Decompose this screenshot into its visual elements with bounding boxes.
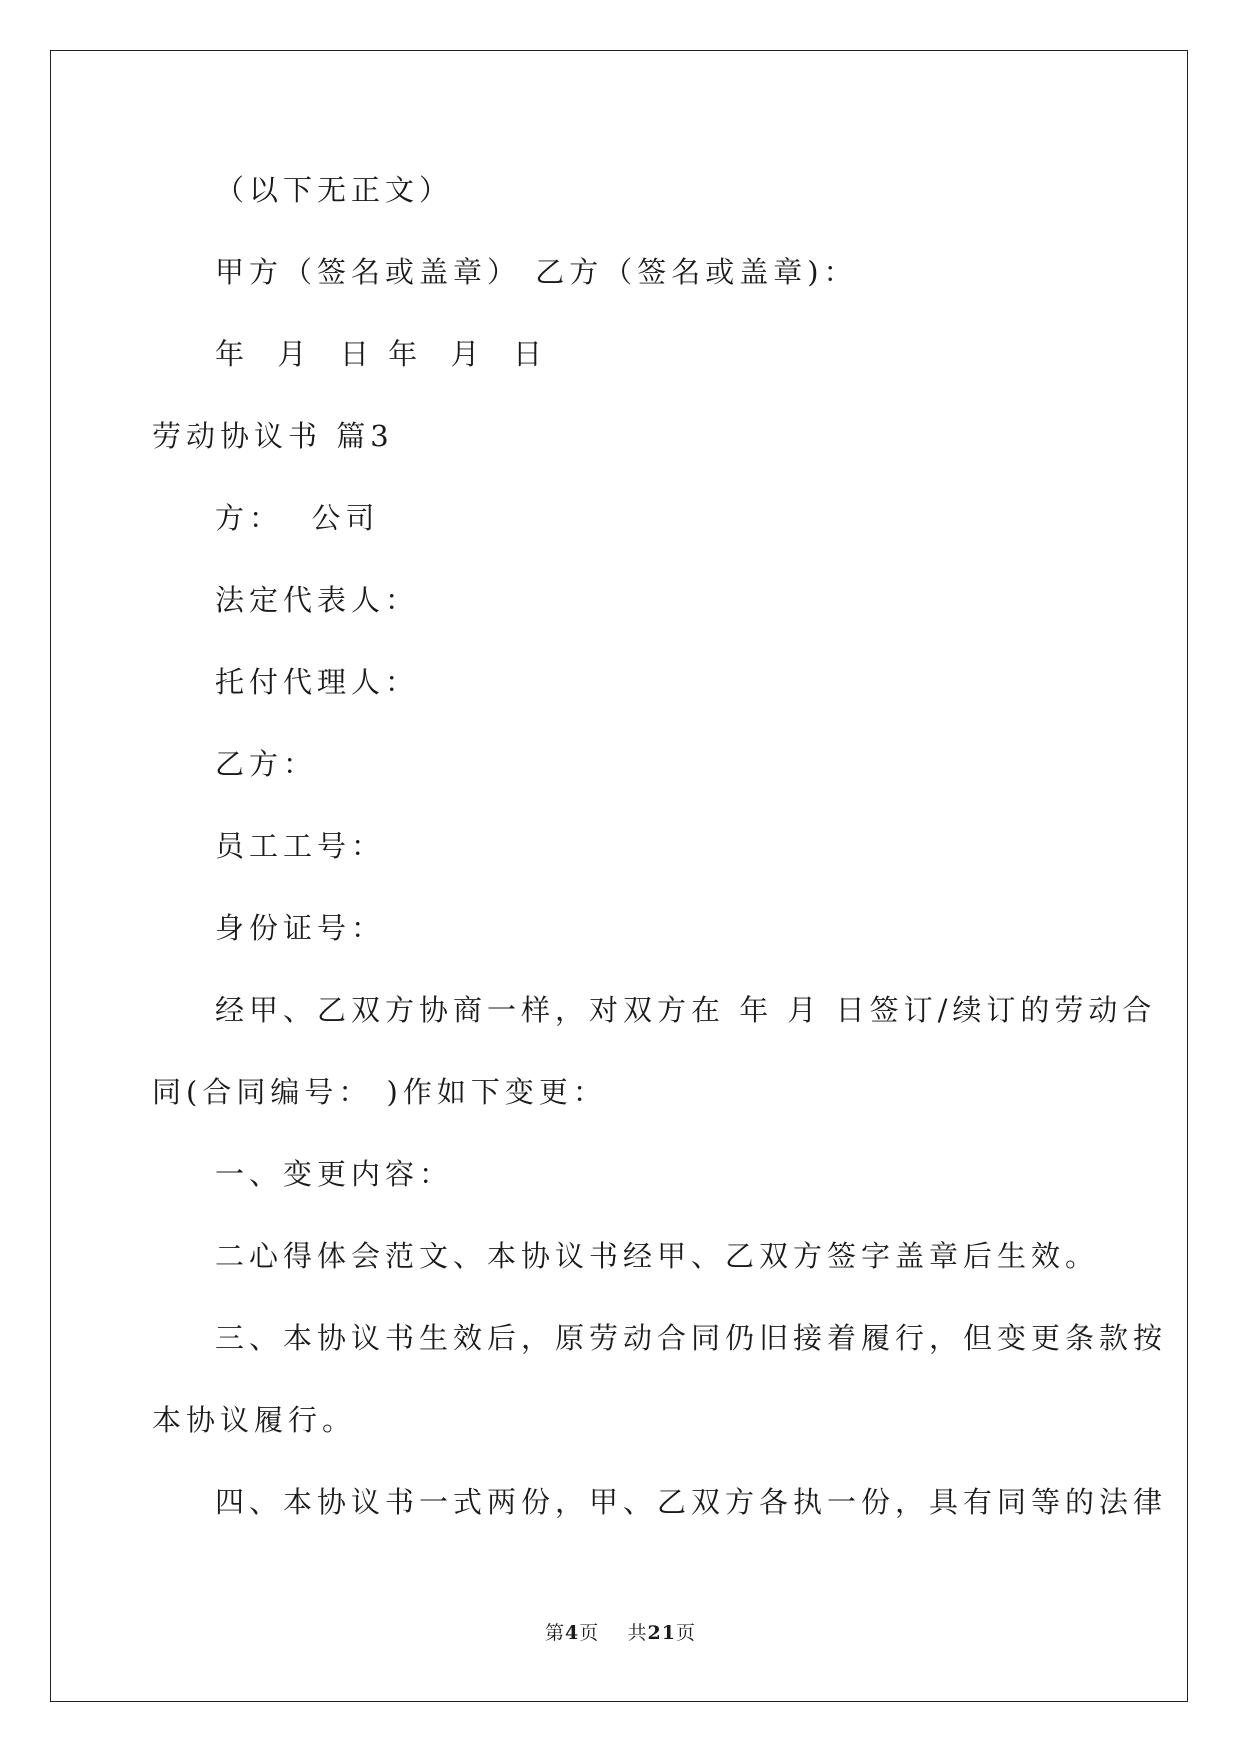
clause-3-line-2: 本协议履行。: [152, 1403, 357, 1437]
clause-2: 二心得体会范文、本协议书经甲、乙双方签字盖章后生效。: [215, 1239, 1100, 1273]
authorized-agent-line: 托付代理人：: [215, 665, 420, 699]
party-a-line: 方： 公司: [215, 501, 380, 535]
no-further-text-note: （以下无正文）: [215, 173, 454, 207]
page-prefix: 第: [545, 1622, 566, 1644]
clause-1: 一、变更内容：: [215, 1157, 454, 1191]
page-number: 4: [565, 1622, 580, 1644]
date-line: 年 月 日 年 月 日: [215, 337, 547, 371]
agreement-paragraph-line-1: 经甲、乙双方协商一样，对双方在 年 月 日签订/续订的劳动合: [215, 993, 1157, 1027]
party-b-line: 乙方：: [215, 747, 318, 781]
clause-3-line-1: 三、本协议书生效后，原劳动合同仍旧接着履行，但变更条款按: [215, 1321, 1168, 1355]
total-prefix: 共: [627, 1622, 648, 1644]
total-suffix: 页: [675, 1622, 696, 1644]
page-footer: [0, 1618, 1241, 1645]
id-number-line: 身份证号：: [215, 911, 386, 945]
signature-line: 甲方（签名或盖章） 乙方（签名或盖章)：: [215, 255, 858, 289]
page-border: [50, 50, 1188, 1702]
legal-representative-line: 法定代表人：: [215, 583, 420, 617]
page-suffix: 页: [579, 1622, 600, 1644]
employee-id-line: 员工工号：: [215, 829, 386, 863]
agreement-paragraph-line-2: 同(合同编号： )作如下变更：: [152, 1075, 607, 1109]
section-heading: 劳动协议书 篇3: [152, 419, 394, 453]
clause-4-line-1: 四、本协议书一式两份，甲、乙双方各执一份，具有同等的法律: [215, 1485, 1168, 1519]
total-pages: 21: [647, 1622, 676, 1644]
